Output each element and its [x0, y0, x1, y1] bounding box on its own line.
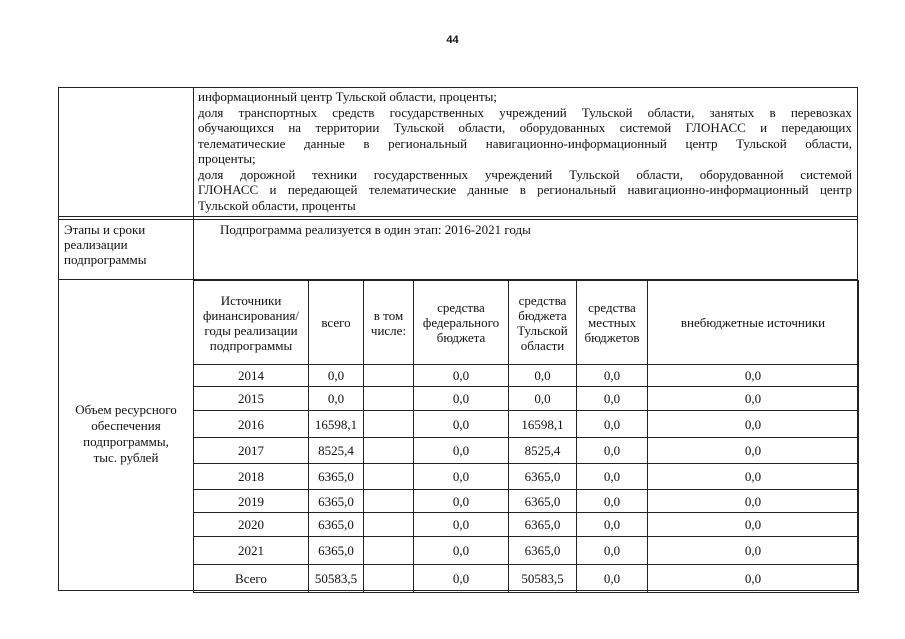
table-row: [194, 490, 859, 513]
cell-total: 0,0: [309, 387, 364, 411]
cell-federal: 0,0: [414, 387, 509, 411]
stages-value: Подпрограмма реализуется в один этап: 2016-2021 годы: [220, 222, 531, 237]
header-local: средства местных бюджетов: [577, 281, 648, 365]
cell-extrabudget: 0,0: [648, 365, 859, 387]
cell-including: [364, 565, 414, 593]
cell-federal: 0,0: [414, 365, 509, 387]
cell-federal: 0,0: [414, 438, 509, 464]
cell-regional: 16598,1: [509, 411, 577, 438]
cell-year: 2019: [194, 490, 309, 513]
cell-federal: 0,0: [414, 490, 509, 513]
cell-total: 6365,0: [309, 490, 364, 513]
indicators-line: проценты;: [198, 151, 256, 166]
cell-federal: 0,0: [414, 513, 509, 537]
table-row: [194, 537, 859, 565]
header-regional: средства бюджета Тульской области: [509, 281, 577, 365]
cell-local: 0,0: [577, 464, 648, 490]
cell-regional: 6365,0: [509, 464, 577, 490]
resources-label-line: обеспечения: [91, 418, 161, 433]
cell-extrabudget: 0,0: [648, 565, 859, 593]
table-row: [194, 513, 859, 537]
cell-total: 8525,4: [309, 438, 364, 464]
cell-regional: 0,0: [509, 387, 577, 411]
cell-including: [364, 490, 414, 513]
cell-year: 2016: [194, 411, 309, 438]
cell-extrabudget: 0,0: [648, 438, 859, 464]
cell-federal: 0,0: [414, 565, 509, 593]
header-total: всего: [309, 281, 364, 365]
cell-federal: 0,0: [414, 411, 509, 438]
financing-body: [194, 365, 859, 593]
cell-regional: 6365,0: [509, 537, 577, 565]
cell-including: [364, 387, 414, 411]
cell-regional: 50583,5: [509, 565, 577, 593]
cell-total: 6365,0: [309, 464, 364, 490]
cell-extrabudget: 0,0: [648, 464, 859, 490]
financing-header-row: [194, 281, 859, 365]
cell-regional: 0,0: [509, 365, 577, 387]
cell-year: 2018: [194, 464, 309, 490]
stages-label-line: Этапы и сроки: [64, 222, 146, 237]
indicators-line: доля дорожной техники государственных учреждений Тульской области, оборудованной системой: [198, 166, 852, 182]
cell-local: 0,0: [577, 537, 648, 565]
cell-year: 2015: [194, 387, 309, 411]
row-divider-1: [58, 216, 858, 217]
page-number: 44: [446, 34, 459, 46]
indicators-line: доля транспортных средств государственных учреждений Тульской области, занятых в перевозках: [198, 104, 852, 120]
table-row: [194, 438, 859, 464]
cell-extrabudget: 0,0: [648, 411, 859, 438]
financing-table: [193, 280, 859, 593]
table-row: [194, 387, 859, 411]
indicators-line: информационный центр Тульской области, проценты;: [198, 89, 497, 104]
cell-local: 0,0: [577, 438, 648, 464]
cell-total: 6365,0: [309, 537, 364, 565]
cell-including: [364, 513, 414, 537]
cell-local: 0,0: [577, 565, 648, 593]
indicators-line: обучающихся на территории Тульской области, оборудованных системой ГЛОНАСС и передающих: [198, 120, 852, 135]
cell-extrabudget: 0,0: [648, 537, 859, 565]
cell-year: 2017: [194, 438, 309, 464]
cell-federal: 0,0: [414, 464, 509, 490]
stages-label: [64, 222, 189, 267]
resources-label-line: тыс. рублей: [93, 450, 159, 465]
table-row: [194, 565, 859, 593]
cell-regional: 6365,0: [509, 513, 577, 537]
indicators-line: телематические данные в региональный навигационно-информационный центр Тульской области,: [198, 135, 852, 151]
header-source: Источники финансирования/ годы реализации подпрограммы: [194, 281, 309, 365]
cell-extrabudget: 0,0: [648, 513, 859, 537]
cell-total: 6365,0: [309, 513, 364, 537]
table-row: [194, 411, 859, 438]
cell-local: 0,0: [577, 513, 648, 537]
indicators-text: [198, 89, 852, 213]
header-federal: средства федерального бюджета: [414, 281, 509, 365]
cell-including: [364, 411, 414, 438]
cell-local: 0,0: [577, 387, 648, 411]
cell-including: [364, 537, 414, 565]
cell-including: [364, 365, 414, 387]
cell-local: 0,0: [577, 490, 648, 513]
resources-label: [60, 402, 192, 466]
cell-federal: 0,0: [414, 537, 509, 565]
resources-label-line: Объем ресурсного: [75, 402, 177, 417]
cell-total: 16598,1: [309, 411, 364, 438]
cell-local: 0,0: [577, 365, 648, 387]
cell-including: [364, 464, 414, 490]
stages-label-line: реализации: [64, 237, 128, 252]
table-row: [194, 365, 859, 387]
cell-year: 2020: [194, 513, 309, 537]
cell-extrabudget: 0,0: [648, 490, 859, 513]
cell-year: 2014: [194, 365, 309, 387]
header-including: в том числе:: [364, 281, 414, 365]
table-row: [194, 464, 859, 490]
cell-local: 0,0: [577, 411, 648, 438]
header-extrabudget: внебюджетные источники: [648, 281, 859, 365]
resources-label-line: подпрограммы,: [83, 434, 169, 449]
cell-extrabudget: 0,0: [648, 387, 859, 411]
cell-total: 50583,5: [309, 565, 364, 593]
cell-including: [364, 438, 414, 464]
cell-total: 0,0: [309, 365, 364, 387]
cell-year: 2021: [194, 537, 309, 565]
cell-year: Всего: [194, 565, 309, 593]
cell-regional: 8525,4: [509, 438, 577, 464]
stages-label-line: подпрограммы: [64, 252, 147, 267]
indicators-line: ГЛОНАСС и передающей телематические данные в региональный навигационно-информационный центр: [198, 182, 852, 197]
cell-regional: 6365,0: [509, 490, 577, 513]
indicators-line: Тульской области, проценты: [198, 197, 356, 213]
row-divider-1b: [58, 219, 858, 220]
